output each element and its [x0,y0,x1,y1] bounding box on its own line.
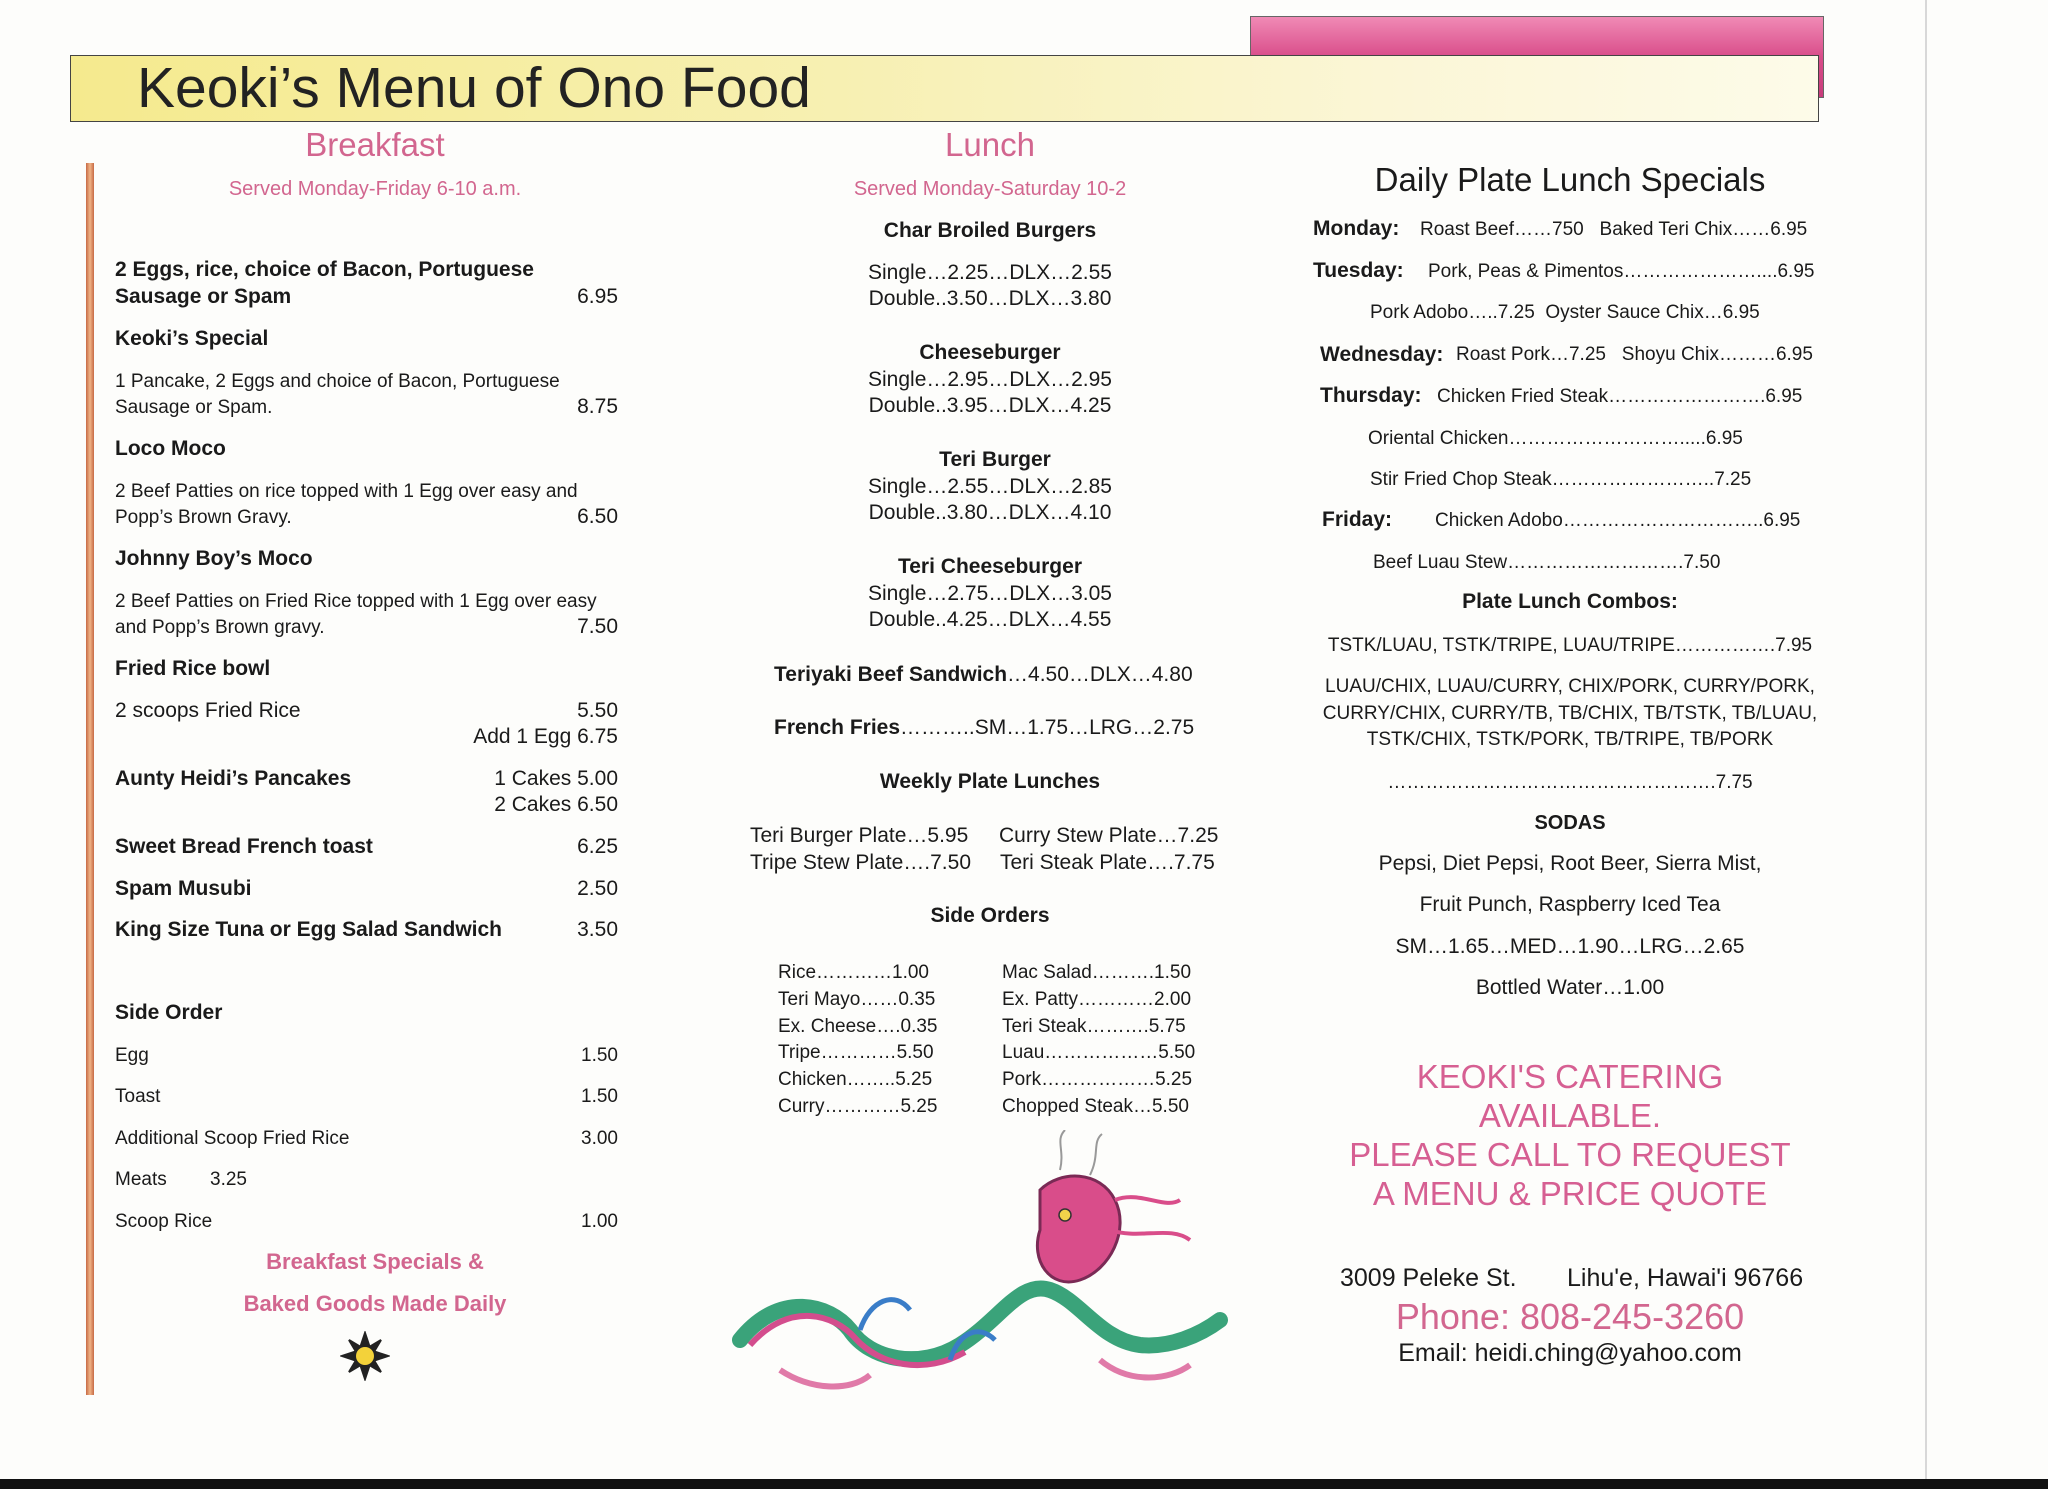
side-item: Tripe…………5.50 [778,1042,934,1064]
breakfast-item-6-price-2: 2 Cakes 6.50 [494,793,618,816]
side-item: Pork………………5.25 [1002,1069,1193,1091]
email[interactable]: Email: heidi.ching@yahoo.com [1398,1339,1742,1367]
breakfast-item-2-name: Keoki’s Special [115,327,269,350]
city: Lihu'e, Hawai'i 96766 [1567,1264,1804,1292]
thursday-specials-3: Stir Fried Chop Steak……………………..7.25 [1370,469,1752,490]
friday-specials: Chicken Adobo…………………………..6.95 [1435,510,1801,531]
breakfast-side-name: Meats [115,1169,167,1190]
breakfast-item-2-line-1: 1 Pancake, 2 Eggs and choice of Bacon, Portuguese [115,371,560,392]
breakfast-specials-line-2: Baked Goods Made Daily [243,1291,507,1316]
sodas-line: Pepsi, Diet Pepsi, Root Beer, Sierra Mist, [1378,852,1762,875]
cheeseburger-line: Double..3.95…DLX…4.25 [868,394,1112,417]
teri-burger-line: Double..3.80…DLX…4.10 [868,501,1112,524]
weekly-plate-item: Curry Stew Plate…7.25 [999,824,1219,847]
weekly-plate-item: Tripe Stew Plate….7.50 [750,851,971,874]
tuesday-specials: Pork, Peas & Pimentos…………………....6.95 [1428,261,1815,282]
wednesday-label: Wednesday: [1320,343,1444,366]
teriyaki-sandwich-row [774,663,1193,687]
breakfast-side-name: Egg [115,1045,149,1066]
weekly-plate-item: Teri Steak Plate….7.75 [1000,851,1215,874]
page-edge [1925,0,1927,1479]
teri-cheeseburger-heading: Teri Cheeseburger [897,555,1082,578]
side-item: Teri Mayo……0.35 [778,988,936,1010]
breakfast-item-2-price: 8.75 [577,395,618,418]
combos-line: CURRY/CHIX, CURRY/TB, TB/CHIX, TB/TSTK, TB/LUAU, [1322,703,1818,724]
breakfast-item-4-price: 7.50 [577,615,618,638]
sodas-heading: SODAS [1534,812,1606,834]
side-item: Ex. Patty…………2.00 [1002,988,1192,1010]
sun-icon [340,1331,390,1381]
lunch-heading: Lunch [945,126,1035,163]
page-title: Keoki’s Menu of Ono Food [137,56,811,120]
teriyaki-sandwich-name: Teriyaki Beef Sandwich [774,663,1008,686]
french-fries-name: French Fries [774,716,901,739]
thursday-label: Thursday: [1320,384,1422,407]
combos-line: TSTK/LUAU, TSTK/TRIPE, LUAU/TRIPE…………….7.95 [1327,635,1813,656]
dragon-illustration [720,1130,1260,1430]
phone[interactable]: Phone: 808-245-3260 [1395,1296,1745,1337]
french-fries-row [774,716,1194,740]
catering-line: PLEASE CALL TO REQUEST [1349,1136,1791,1173]
combos-heading: Plate Lunch Combos: [1462,590,1678,613]
weekly-plate-item: Teri Burger Plate…5.95 [750,824,969,847]
breakfast-side-name: Toast [115,1086,161,1107]
breakfast-item-9-price: 3.50 [577,918,618,941]
burgers-heading: Char Broiled Burgers [883,219,1097,242]
breakfast-item-5-name: Fried Rice bowl [115,657,271,680]
breakfast-item-7-price: 6.25 [577,835,618,858]
sodas-prices: SM…1.65…MED…1.90…LRG…2.65 [1395,935,1745,958]
side-item: Rice…………1.00 [778,962,929,983]
breakfast-item-9-name: King Size Tuna or Egg Salad Sandwich [115,918,502,941]
cheeseburger-heading: Cheeseburger [919,341,1061,364]
breakfast-item-6-name: Aunty Heidi’s Pancakes [115,767,352,790]
catering-line: AVAILABLE. [1478,1097,1662,1134]
friday-specials-2: Beef Luau Stew……………………….7.50 [1373,552,1721,573]
address: 3009 Peleke St. [1340,1264,1517,1292]
side-item: Chopped Steak…5.50 [1002,1095,1189,1117]
catering-line: KEOKI'S CATERING [1416,1058,1724,1095]
catering-box [1295,1025,1845,1235]
combos-line: LUAU/CHIX, LUAU/CURRY, CHIX/PORK, CURRY/PORK, [1325,676,1815,697]
breakfast-heading: Breakfast [305,126,445,163]
thursday-specials: Chicken Fried Steak…………………….6.95 [1437,386,1803,407]
burgers-line: Double..3.50…DLX…3.80 [868,287,1112,310]
teri-cheeseburger-line: Single…2.75…DLX…3.05 [868,582,1112,605]
side-item: Curry…………5.25 [778,1095,938,1117]
breakfast-item-1-line-2: Sausage or Spam [115,285,292,308]
breakfast-side-price: 3.25 [210,1169,247,1190]
bottom-edge [0,1479,2048,1489]
lunch-sides-right [1002,960,1195,1121]
bottled-water: Bottled Water…1.00 [1475,976,1665,999]
side-item: Mac Salad……….1.50 [1002,962,1192,983]
lunch-side-heading: Side Orders [930,904,1050,927]
cheeseburger-line: Single…2.95…DLX…2.95 [868,368,1112,391]
burgers-line: Single…2.25…DLX…2.55 [868,261,1112,284]
breakfast-item-5-line-1: 2 scoops Fried Rice [115,699,301,722]
catering-line: A MENU & PRICE QUOTE [1372,1175,1768,1212]
friday-label: Friday: [1322,508,1393,531]
breakfast-item-5-price: 5.50 [577,699,618,722]
teriyaki-sandwich-price: …4.50…DLX…4.80 [1007,663,1193,686]
teri-cheeseburger-line: Double..4.25…DLX…4.55 [868,608,1112,631]
breakfast-specials-line-1: Breakfast Specials & [266,1249,484,1274]
breakfast-item-2-line-2: Sausage or Spam. [115,397,273,418]
breakfast-hours: Served Monday-Friday 6-10 a.m. [228,178,522,200]
breakfast-item-6-price-1: 1 Cakes 5.00 [494,767,618,790]
combos-line: TSTK/CHIX, TSTK/PORK, TB/TRIPE, TB/PORK [1366,729,1774,750]
breakfast-item-7-name: Sweet Bread French toast [115,835,373,858]
monday-specials: Roast Beef……750 Baked Teri Chix……6.95 [1420,219,1808,240]
breakfast-side-heading: Side Order [115,1001,223,1024]
french-fries-price: ………..SM…1.75…LRG…2.75 [900,716,1195,739]
lunch-hours: Served Monday-Saturday 10-2 [853,178,1127,200]
side-item: Luau………………5.50 [1002,1042,1196,1064]
teri-burger-heading: Teri Burger [939,448,1051,471]
weekly-plate-heading: Weekly Plate Lunches [879,770,1101,793]
side-item: Teri Steak……….5.75 [1002,1015,1186,1037]
wednesday-specials: Roast Pork…7.25 Shoyu Chix………6.95 [1456,344,1813,365]
breakfast-item-3-line-2: Popp’s Brown Gravy. [115,507,292,528]
breakfast-item-8-name: Spam Musubi [115,877,252,900]
breakfast-item-4-line-1: 2 Beef Patties on Fried Rice topped with 1 Egg over easy [115,591,597,612]
breakfast-side-name: Additional Scoop Fried Rice [115,1128,350,1149]
tuesday-specials-2: Pork Adobo…..7.25 Oyster Sauce Chix…6.95 [1370,302,1760,323]
breakfast-side-name: Scoop Rice [115,1211,213,1232]
left-rule [86,163,94,1395]
monday-label: Monday: [1313,217,1400,240]
teri-burger-line: Single…2.55…DLX…2.85 [868,475,1112,498]
breakfast-item-3-line-1: 2 Beef Patties on rice topped with 1 Egg over easy and [115,481,578,502]
side-item: Ex. Cheese….0.35 [778,1015,938,1037]
breakfast-side-price: 1.50 [581,1045,618,1066]
breakfast-side-price: 1.50 [581,1086,618,1107]
breakfast-side-price: 1.00 [581,1211,618,1232]
sodas-line: Fruit Punch, Raspberry Iced Tea [1419,893,1721,916]
breakfast-item-3-price: 6.50 [577,505,618,528]
daily-specials-heading: Daily Plate Lunch Specials [1374,161,1766,198]
breakfast-side-price: 3.00 [581,1128,618,1149]
breakfast-item-1-price: 6.95 [577,285,618,308]
combos-price: …………………………………………….7.75 [1387,772,1753,793]
thursday-specials-2: Oriental Chicken……………………….....6.95 [1368,428,1743,449]
breakfast-item-5-add-egg: Add 1 Egg 6.75 [473,725,618,748]
breakfast-item-4-line-2: and Popp’s Brown gravy. [115,617,325,638]
breakfast-item-8-price: 2.50 [577,877,618,900]
breakfast-item-1-line-1: 2 Eggs, rice, choice of Bacon, Portuguese [115,258,534,281]
breakfast-item-3-name: Loco Moco [115,437,226,460]
tuesday-label: Tuesday: [1313,259,1404,282]
breakfast-item-4-name: Johnny Boy’s Moco [115,547,313,570]
side-item: Chicken……..5.25 [778,1069,933,1091]
lunch-sides-left [778,960,937,1121]
